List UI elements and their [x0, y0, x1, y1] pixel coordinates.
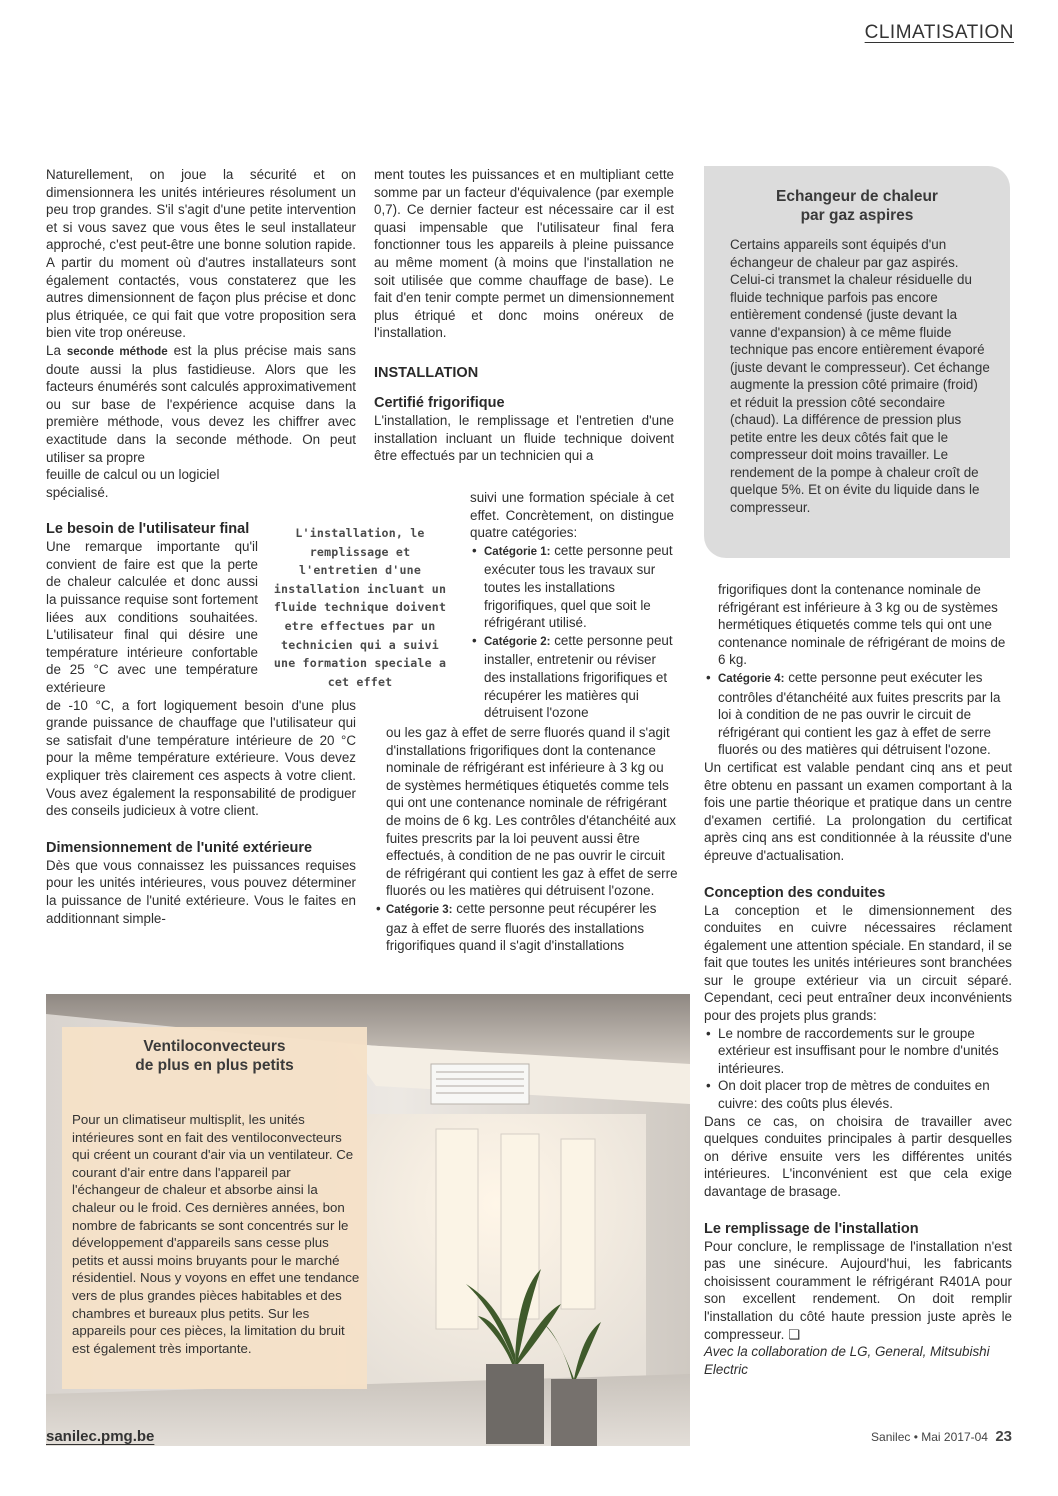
bullet-icon: • — [706, 1078, 711, 1094]
paragraph: Une remarque importante qu'il convient de faire est que la perte de chaleur calculée et donc aussi la puissance requise sont fortement liées aux conditions souhaitées. L'utilisateur final qui désire une température intérieure confortable de 25 °C avec une température extérieure — [46, 539, 258, 696]
ventilo-body: Pour un climatiseur multisplit, les unités intérieures sont en fait des ventiloconvecteurs qui créent un courant d'air via un ventilateur. Ce courant d'air entre dans l'appareil par l'échangeur de chaleur et absorbe ainsi la chaleur ou le froid. Ces dernières années, bon nombre de fabricants se sont concentrés sur le développement d'appareils sans cesse plus petits et aussi moins bruyants pour le marché résidentiel. Nous y voyons en effet une tendance vers de plus grandes pièces habitables et des chambres et bureaux plus petits. Sur les appareils pour ces pièces, la limitation du bruit est également très importante. — [72, 1112, 360, 1356]
column-2-narrow — [470, 489, 674, 722]
paragraph: suivi une formation spéciale à cet effet. Concrètement, on distingue quatre catégories: — [470, 490, 674, 541]
category-label: Catégorie 2: — [484, 635, 551, 648]
paragraph: de -10 °C, a fort logiquement besoin d'une plus grande puissance de chauffage que l'utilisateur qui se satisfait d'une température intérieure de 20 °C pour la même température extérieure. Vous devez expliquer très clairement ces aspects à votre client. Vous avez également la responsabilité de prodiguer des conseils judicieux à votre client. — [46, 697, 356, 819]
end-mark-icon: ❏ — [788, 1326, 801, 1342]
column-3 — [704, 581, 1012, 1378]
category-label: Catégorie 4: — [718, 672, 785, 685]
paragraph — [704, 1238, 1012, 1344]
bullet-icon: • — [472, 632, 477, 648]
sidebar-title — [704, 187, 1010, 225]
page-number: 23 — [995, 1428, 1012, 1445]
footer-url-link[interactable]: sanilec.pmg.be — [46, 1428, 155, 1445]
section-title: CLIMATISATION — [864, 22, 1014, 43]
list-item-text: Le nombre de raccordements sur le groupe extérieur est insuffisant pour le nombre d'unités intérieures. — [718, 1025, 999, 1076]
category-label: Catégorie 3: — [386, 903, 453, 916]
column-2 — [374, 166, 674, 465]
sidebar-title-line: Echangeur de chaleur — [776, 188, 938, 205]
list-item — [374, 900, 680, 955]
pull-quote: L'installation, le remplissage et l'entretien d'une installation incluant un fluide technique doivent etre effectues par un technicien qui a suivi une formation speciale a cet effet — [273, 526, 447, 689]
paragraph: feuille de calcul ou un logiciel spécialisé. — [46, 467, 220, 500]
paragraph: Un certificat est valable pendant cinq ans et peut être obtenu en passant un examen comportant à la fois une partie théorique et pratique dans un centre d'examen certifié. La prolongation du certificat après cinq ans est conditionnée à la réussite d'une épreuve d'actualisation. — [704, 759, 1012, 863]
list-item-text: cette personne peut exécuter les contrôles d'étanchéité aux fuites prescrits par la loi à condition de ne pas ouvrir le circuit de réfrigérant qui contient les gaz à effet de serre fluorés ou des matières qui détruisent l'ozone. — [718, 669, 1001, 758]
list-item-text: cette personne peut exécuter tous les travaux sur toutes les installations frigorifiques, quel que soit le réfrigérant utilisé. — [484, 542, 673, 631]
paragraph: Dans ce cas, on choisira de travailler avec quelques conduites principales à partir desquelles on dérive ensuite vers les différentes unités intérieures. L'inconvénient est que cela exige davantage de brasage. — [704, 1113, 1012, 1199]
sidebar-body: Certains appareils sont équipés d'un échangeur de chaleur par gaz aspirés. Celui-ci transmet la chaleur résiduelle du fluide technique parfois pas encore entièrement condensé (juste devant la vanne d'expansion) à ce même fluide technique pas encore entièrement évaporé (juste devant le compresseur). Cet échange augmente la pression côté primaire (froid) et réduit la pression côté secondaire (chaud). La différence de pression plus petite entre les deux côtés fait que le compresseur doit moins travailler. Le rendement de la pompe à chaleur croît de quelque 5%. Et on évite du liquide dans le compresseur. — [730, 237, 990, 515]
bullet-icon: • — [706, 1025, 711, 1041]
ventilo-title — [62, 1037, 367, 1075]
text-run: est la plus précise mais sans doute aussi la plus fastidieuse. Alors que les facteurs énumérés sont calculés approximativement ou sur base de l'expérience acquise dans la première méthode, vous devez les chiffrer avec exactitude dans la seconde méthode. On peut utiliser sa propre — [46, 342, 356, 465]
column-2-bottom — [374, 724, 680, 955]
ventilo-title-line: Ventiloconvecteurs — [143, 1038, 286, 1055]
paragraph: ou les gaz à effet de serre fluorés quand il s'agit d'installations frigorifiques dont la contenance nominale de réfrigérant est inférieure à 3 kg ou de systèmes hermétiques étiquetés comme tels qui ont une contenance nominale de réfrigérant de moins de 6 kg. Les contrôles d'étanchéité aux fuites prescrits par la loi peuvent aussi être effectués, à condition de ne pas ouvrir le circuit de réfrigérant qui contient les gaz à effet de serre fluorés ou les matières qui détruisent l'ozone. — [386, 725, 678, 899]
subheading: Certifié frigorifique — [374, 394, 505, 411]
bullet-icon: • — [706, 669, 711, 685]
list-item — [704, 1077, 1012, 1112]
bullet-icon: • — [472, 542, 477, 558]
category-label: Catégorie 1: — [484, 545, 551, 558]
subheading: Le besoin de l'utilisateur final — [46, 521, 250, 538]
paragraph: Naturellement, on joue la sécurité et on dimensionnera les unités intérieures résolument un peu trop grandes. S'il s'agit d'une petite intervention et si vous savez que vous êtes le seul installateur approché, c'est peut-être une bonne solution rapide. A partir du moment où d'autres installateurs sont également contactés, vous constaterez que les autres dimensionnent de façon plus précise et donc plus étriquée, ce qui fait que votre proposition sera bien vite trop onéreuse. — [46, 167, 356, 341]
list-item-text: cette personne peut installer, entretenir ou réviser des installations frigorifiques et récupérer les matières qui détruisent l'ozone — [484, 632, 673, 721]
text-run: Pour conclure, le remplissage de l'installation n'est pas une sinécure. Aujourd'hui, les fabricants choisissent couramment le réfrigérant R401A pour son excellent rendement. On doit remplir l'installation du côté haute pression juste après le compresseur. — [704, 1238, 1012, 1342]
sidebar-title-line: par gaz aspires — [800, 207, 914, 224]
footer-issue — [871, 1428, 1012, 1445]
list-item — [704, 669, 1012, 759]
list-item — [704, 1025, 1012, 1078]
paragraph: ment toutes les puissances et en multipliant cette somme par un facteur d'équivalence (par exemple 0,7). Ce dernier facteur est nécessaire car il est quasi impensable que l'utilisateur final fera fonctionner tous les appareils à pleine puissance au même moment (à moins que l'installation ne soit utilisée que comme chauffage de base). Le fait d'en tenir compte permet un dimensionnement plus étriqué et donc moins onéreux de l'installation. — [374, 167, 674, 341]
list-item — [470, 542, 674, 632]
paragraph: Dès que vous connaissez les puissances requises pour les unités intérieures, vous pouvez déterminer la puissance de l'unité extérieure. Vous le faites en additionnant simple- — [46, 857, 356, 926]
ventilo-title-line: de plus en plus petits — [135, 1057, 294, 1074]
paragraph: La conception et le dimensionnement des conduites en cuivre nécessaires réclament également une attention spéciale. En standard, il se fait que toutes les unités intérieures sont branchées sur le groupe extérieur via un circuit séparé. Cependant, ceci peut entraîner deux inconvénients pour des projets plus grands: — [704, 902, 1012, 1024]
paragraph — [46, 342, 356, 466]
subheading: Conception des conduites — [704, 884, 886, 901]
text-run: La — [46, 342, 61, 358]
credit: Avec la collaboration de LG, General, Mitsubishi Electric — [704, 1344, 990, 1377]
list-item — [470, 632, 674, 722]
issue-label: Sanilec • Mai 2017-04 — [871, 1430, 988, 1444]
section-heading: INSTALLATION — [374, 364, 479, 381]
subheading: Dimensionnement de l'unité extérieure — [46, 839, 313, 856]
emphasis: seconde méthode — [66, 344, 168, 358]
paragraph: frigorifiques dont la contenance nominale de réfrigérant est inférieure à 3 kg ou de systèmes hermétiques étiquetés comme tels qui ont une contenance nominale de réfrigérant de moins de 6 kg. — [718, 582, 1006, 668]
list-item-text: On doit placer trop de mètres de conduites en cuivre: des coûts plus élevés. — [718, 1078, 990, 1112]
bullet-icon: • — [376, 900, 381, 916]
paragraph: L'installation, le remplissage et l'entretien d'une installation incluant un fluide technique doivent être effectués par un technicien qui a — [374, 412, 674, 464]
subheading: Le remplissage de l'installation — [704, 1220, 919, 1237]
list-item-text: cette personne peut récupérer les gaz à effet de serre fluorés des installations frigorifiques quand il s'agit d'installations — [386, 900, 657, 954]
